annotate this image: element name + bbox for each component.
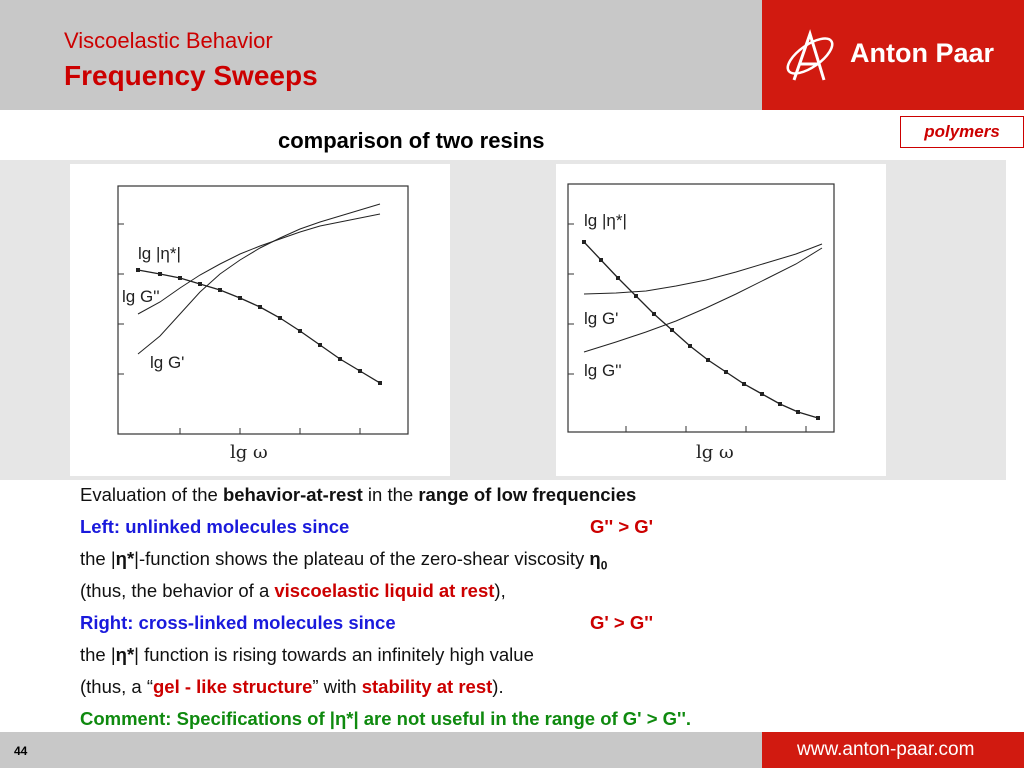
- slide-title-line2: Frequency Sweeps: [64, 60, 318, 91]
- right-frequency-sweep-plot: [556, 164, 886, 476]
- right-gdoubleprime-curve: [584, 248, 822, 352]
- slide-title-line1: Viscoelastic Behavior: [64, 28, 273, 53]
- left-curve-label-gdoubleprime: lg G'': [122, 287, 160, 306]
- body-line-2: Left: unlinked molecules since G'' > G': [80, 516, 654, 537]
- body-line-4: (thus, the behavior of a viscoelastic liquid at rest),: [80, 580, 506, 601]
- figure-subtitle: comparison of two resins: [278, 128, 545, 153]
- right-curve-label-gdoubleprime: lg G'': [584, 361, 622, 380]
- left-plot-frame: [118, 186, 408, 434]
- left-curve-label-gprime: lg G': [150, 353, 185, 372]
- body-line-5: Right: cross-linked molecules since G' > G'': [80, 612, 654, 633]
- body-line-6: the |η*| function is rising towards an infinitely high value: [80, 644, 534, 665]
- body-line-1: Evaluation of the behavior-at-rest in the range of low frequencies: [80, 484, 637, 505]
- page-number: 44: [14, 744, 28, 758]
- right-curve-label-eta: lg |η*|: [584, 211, 627, 230]
- right-curve-label-gprime: lg G': [584, 309, 619, 328]
- left-gdoubleprime-curve: [138, 214, 380, 314]
- brand-name: Anton Paar: [850, 38, 995, 68]
- left-x-axis-label: lg ω: [230, 442, 268, 463]
- left-frequency-sweep-plot: [70, 164, 450, 476]
- right-plot-ticks: [568, 224, 806, 432]
- left-curve-label-eta: lg |η*|: [138, 244, 181, 263]
- right-x-axis-label: lg ω: [696, 442, 734, 463]
- website-url[interactable]: www.anton-paar.com: [797, 739, 975, 760]
- topic-tag: polymers: [900, 116, 1024, 148]
- header-bar: [0, 0, 762, 110]
- anton-paar-logo-icon: [780, 22, 844, 88]
- right-eta-markers: [582, 240, 820, 420]
- body-line-3: the |η*|-function shows the plateau of the zero-shear viscosity $\eta_0$: [80, 548, 608, 573]
- body-comment-line: Comment: Specifications of |η*| are not useful in the range of G' > G''.: [80, 708, 691, 729]
- left-gprime-curve: [138, 204, 380, 354]
- footer-bar: [0, 732, 762, 768]
- right-eta-curve: [584, 242, 818, 418]
- body-line-7: (thus, a “gel - like structure” with stability at rest).: [80, 676, 504, 697]
